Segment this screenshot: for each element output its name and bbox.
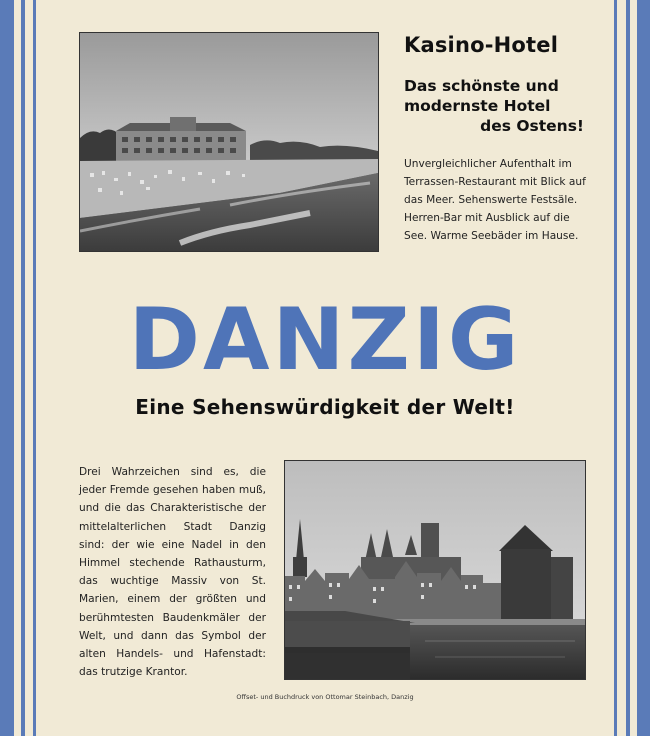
tagline: Eine Sehenswürdigkeit der Welt! (135, 395, 515, 419)
body-text-line: mittelalterlichen Stadt Danzig (79, 520, 266, 533)
headline: DANZIG (128, 290, 522, 390)
body-text-line: Welt, und dann das Symbol der (79, 629, 266, 642)
printer-credit: Offset- und Buchdruck von Ottomar Steinbach, Danzig (236, 693, 414, 701)
hotel-description-line: See. Warme Seebäder im Hause. (404, 230, 579, 242)
hotel-subtitle-line: des Ostens! (480, 117, 584, 135)
body-text-line: alten Handels- und Hafenstadt: (79, 648, 266, 661)
city-skyline-photo (284, 460, 586, 680)
body-text-line: Himmel stechende Rathausturm, (79, 557, 266, 570)
hotel-title: Kasino-Hotel (404, 33, 559, 57)
hotel-subtitle-line: modernste Hotel (404, 97, 551, 115)
hotel-description-line: Terrassen-Restaurant mit Blick auf (404, 176, 586, 188)
hotel-description-line: Herren-Bar mit Ausblick auf die (404, 212, 570, 224)
body-text-line: und die das Charakteristische der (79, 502, 266, 515)
body-text-line: das wuchtige Massiv von St. (79, 575, 266, 588)
hotel-subtitle (404, 76, 584, 136)
hotel-description-line: das Meer. Sehenswerte Festsäle. (404, 194, 578, 206)
hotel-description-line: Unvergleichlicher Aufenthalt im (404, 158, 572, 170)
body-text-line: das trutzige Krantor. (79, 666, 188, 679)
body-text (79, 463, 266, 681)
body-text-line: Drei Wahrzeichen sind es, die (79, 466, 266, 478)
body-text-line: berühmtesten Baudenkmäler der (79, 611, 266, 624)
hotel-beach-photo (79, 32, 379, 252)
hotel-description (404, 155, 586, 245)
body-text-line: Marien, einem der größten und (79, 593, 266, 606)
body-text-line: jeder Fremde gesehen haben muß, (79, 484, 266, 497)
hotel-subtitle-line: Das schönste und (404, 77, 559, 95)
body-text-line: sind: der wie eine Nadel in den (79, 538, 266, 551)
